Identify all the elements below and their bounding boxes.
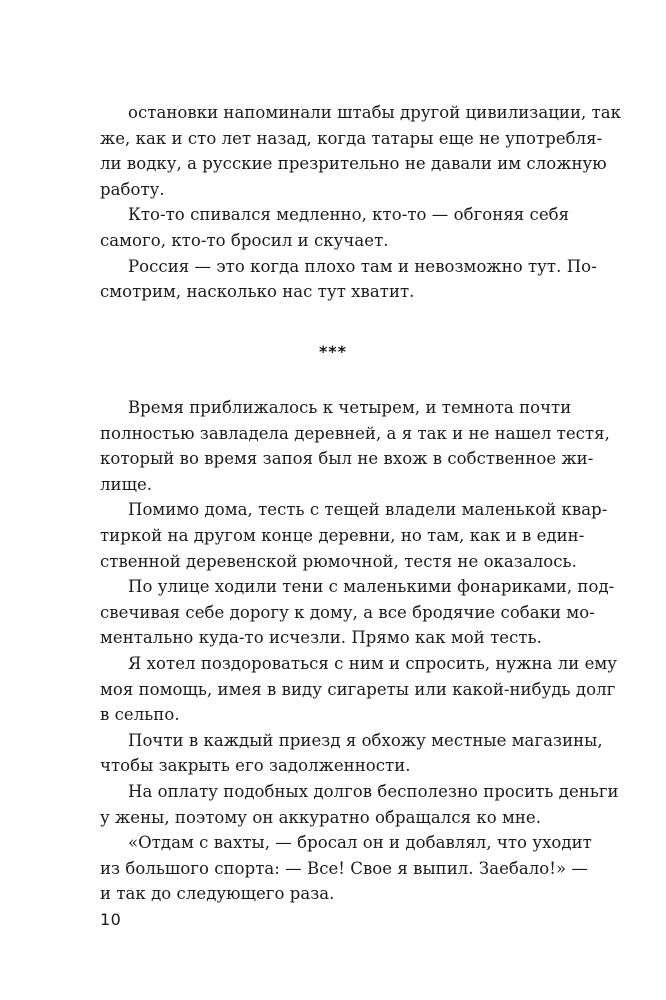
top-text-section — [100, 100, 622, 305]
paragraph — [100, 100, 622, 202]
text-line: тиркой на другом конце деревни, но там, как и в един- — [100, 525, 585, 545]
text-line: На оплату подобных долгов бесполезно просить деньги — [128, 781, 619, 801]
text-line: лище. — [100, 474, 153, 494]
text-line: и так до следующего раза. — [100, 884, 335, 904]
text-line: из большого спорта: — Все! Свое я выпил. Заебало!» — — [100, 858, 588, 878]
paragraph — [100, 779, 619, 830]
text-line: который во время запоя был не вхож в собственное жи- — [100, 449, 594, 469]
text-line: в сельпо. — [100, 705, 180, 725]
text-line: ственной деревенской рюмочной, тестя не оказалось. — [100, 551, 577, 571]
text-line: Время приближалось к четырем, и темнота почти — [128, 398, 572, 417]
text-line: ментально куда-то исчезли. Прямо как мой тесть. — [100, 628, 542, 648]
paragraph — [100, 202, 570, 253]
text-line: самого, кто-то бросил и скучает. — [100, 230, 389, 250]
text-line: моя помощь, имея в виду сигареты или какой-нибудь долг — [100, 679, 616, 699]
text-line: свечивая себе дорогу к дому, а все бродячие собаки мо- — [100, 602, 595, 622]
text-line: же, как и сто лет назад, когда татары еще не употребля- — [100, 128, 603, 148]
page-number: 10 — [100, 910, 122, 929]
paragraph — [100, 830, 592, 907]
text-line: чтобы закрыть его задолженности. — [100, 756, 411, 776]
text-line: По улице ходили тени с маленькими фонариками, под- — [128, 577, 615, 597]
text-line: остановки напоминали штабы другой цивилизации, так — [128, 103, 622, 122]
text-line: ли водку, а русские презрительно не давали им сложную — [100, 154, 607, 174]
text-line: у жены, поэтому он аккуратно обращался ко мне. — [100, 807, 542, 827]
paragraph — [100, 728, 603, 779]
text-line: Я хотел поздороваться с ним и спросить, нужна ли ему — [128, 653, 618, 673]
text-line: Помимо дома, тесть с тещей владели маленькой квар- — [128, 500, 608, 520]
paragraph — [100, 574, 615, 651]
text-line: Россия — это когда плохо там и невозможно тут. По- — [128, 256, 597, 276]
paragraph — [100, 651, 618, 728]
text-line: Почти в каждый приезд я обхожу местные магазины, — [128, 730, 603, 750]
text-line: «Отдам с вахты, — бросал он и добавлял, что уходит — [128, 833, 592, 853]
paragraph — [100, 254, 597, 305]
paragraph — [100, 497, 608, 574]
text-line: полностью завладела деревней, а я так и не нашел тестя, — [100, 423, 610, 443]
section-separator: *** — [318, 342, 348, 361]
text-line: смотрим, насколько нас тут хватит. — [100, 282, 415, 302]
text-line: Кто-то спивался медленно, кто-то — обгоняя себя — [128, 205, 570, 225]
text-line: работу. — [100, 179, 165, 199]
paragraph — [100, 395, 610, 497]
main-text-section — [100, 395, 619, 907]
